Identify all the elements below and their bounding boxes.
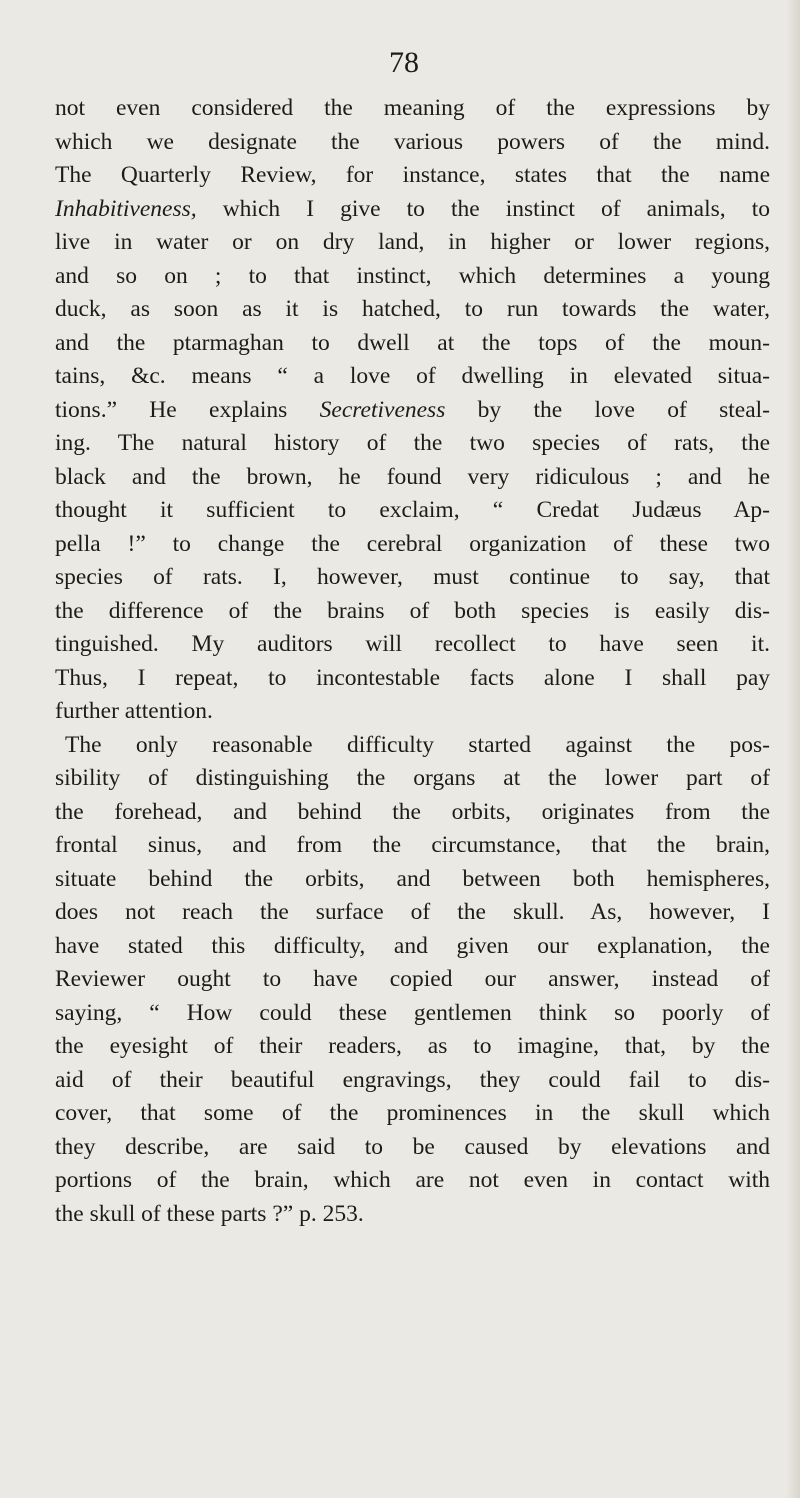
text-line xyxy=(55,662,770,696)
text-line xyxy=(55,997,770,1031)
page-number: 78 xyxy=(389,46,419,79)
text-line xyxy=(55,226,770,260)
text-segment: not even considered the meaning of the expressions by xyxy=(55,95,770,121)
text-segment: does not reach the surface of the skull. As, however, I xyxy=(55,899,770,925)
text-segment: they describe, are said to be caused by elevations and xyxy=(55,1133,770,1160)
text-segment: cover, that some of the prominences in the skull which xyxy=(55,1100,770,1126)
text-segment: The Quarterly Review, for instance, states that the name xyxy=(55,162,770,188)
text-line xyxy=(55,1198,770,1232)
text-segment: duck, as soon as it is hatched, to run towards the water, xyxy=(55,296,770,322)
text-segment: black and the brown, he found very ridiculous ; and he xyxy=(55,463,770,490)
text-line xyxy=(55,92,770,126)
text-line xyxy=(55,930,770,964)
text-line xyxy=(55,193,770,227)
text-segment: live in water or on dry land, in higher or lower regions, xyxy=(55,229,770,255)
paragraph xyxy=(55,729,770,1232)
text-line xyxy=(55,595,770,629)
text-segment: pella !” to change the cerebral organization of these two xyxy=(55,530,770,557)
text-segment: the skull of these parts ?” p. 253. xyxy=(55,1200,364,1227)
text-segment: and so on ; to that instinct, which determines a young xyxy=(55,262,770,289)
text-segment: saying, “ How could these gentlemen think so poorly of xyxy=(55,999,770,1026)
text-line xyxy=(55,528,770,562)
text-segment: species of rats. I, however, must continue to say, that xyxy=(55,564,770,590)
text-line xyxy=(55,1030,770,1064)
text-line xyxy=(55,796,770,830)
text-line xyxy=(55,1097,770,1131)
text-segment: the forehead, and behind the orbits, originates from the xyxy=(55,798,770,825)
text-line xyxy=(55,327,770,361)
text-segment: ing. The natural history of the two species of rats, the xyxy=(55,430,770,456)
text-line xyxy=(55,260,770,294)
body-text xyxy=(55,92,770,1231)
text-line xyxy=(55,896,770,930)
text-line xyxy=(55,293,770,327)
text-segment: have stated this difficulty, and given our explanation, the xyxy=(55,932,770,959)
text-line xyxy=(55,863,770,897)
text-line xyxy=(55,494,770,528)
text-line xyxy=(55,461,770,495)
text-line xyxy=(55,963,770,997)
text-line xyxy=(55,829,770,863)
text-segment: which I give to the instinct of animals, to xyxy=(196,195,770,222)
text-line xyxy=(55,1131,770,1165)
text-segment: thought it sufficient to exclaim, “ Credat Judæus Ap- xyxy=(55,497,770,523)
text-segment: further attention. xyxy=(55,698,213,724)
text-segment: tions.” He explains xyxy=(55,396,320,423)
text-segment: Reviewer ought to have copied our answer, instead of xyxy=(55,966,770,992)
text-segment: Thus, I repeat, to incontestable facts alone I shall pay xyxy=(55,664,770,691)
text-segment: portions of the brain, which are not even in contact with xyxy=(55,1167,770,1193)
text-line xyxy=(55,394,770,428)
text-line xyxy=(55,561,770,595)
italic-term: Secretiveness xyxy=(319,396,446,423)
text-segment: frontal sinus, and from the circumstance, that the brain, xyxy=(55,832,770,858)
text-segment: sibility of distinguishing the organs at the lower part of xyxy=(55,765,770,791)
italic-term: Inhabitiveness, xyxy=(55,195,197,222)
text-line xyxy=(55,628,770,662)
paragraph xyxy=(55,92,770,729)
text-segment: situate behind the orbits, and between both hemispheres, xyxy=(55,865,770,892)
text-line xyxy=(55,126,770,160)
text-line xyxy=(55,159,770,193)
text-segment: tains, &c. means “ a love of dwelling in elevated situa- xyxy=(55,363,770,389)
text-segment: The only reasonable difficulty started against the pos- xyxy=(65,731,770,758)
text-segment: the difference of the brains of both species is easily dis- xyxy=(55,597,770,624)
text-segment: by the love of steal- xyxy=(445,396,770,423)
text-line xyxy=(55,1064,770,1098)
text-segment: aid of their beautiful engravings, they could fail to dis- xyxy=(55,1066,770,1093)
text-line xyxy=(55,762,770,796)
text-line xyxy=(55,695,770,729)
text-line xyxy=(55,729,770,763)
text-segment: which we designate the various powers of the mind. xyxy=(55,128,770,155)
text-line xyxy=(55,427,770,461)
text-line xyxy=(55,360,770,394)
page-edge-shadow xyxy=(786,0,800,1498)
text-segment: the eyesight of their readers, as to imagine, that, by the xyxy=(55,1033,770,1059)
text-segment: and the ptarmaghan to dwell at the tops of the moun- xyxy=(55,329,770,356)
text-line xyxy=(55,1164,770,1198)
text-segment: tinguished. My auditors will recollect to have seen it. xyxy=(55,631,770,657)
